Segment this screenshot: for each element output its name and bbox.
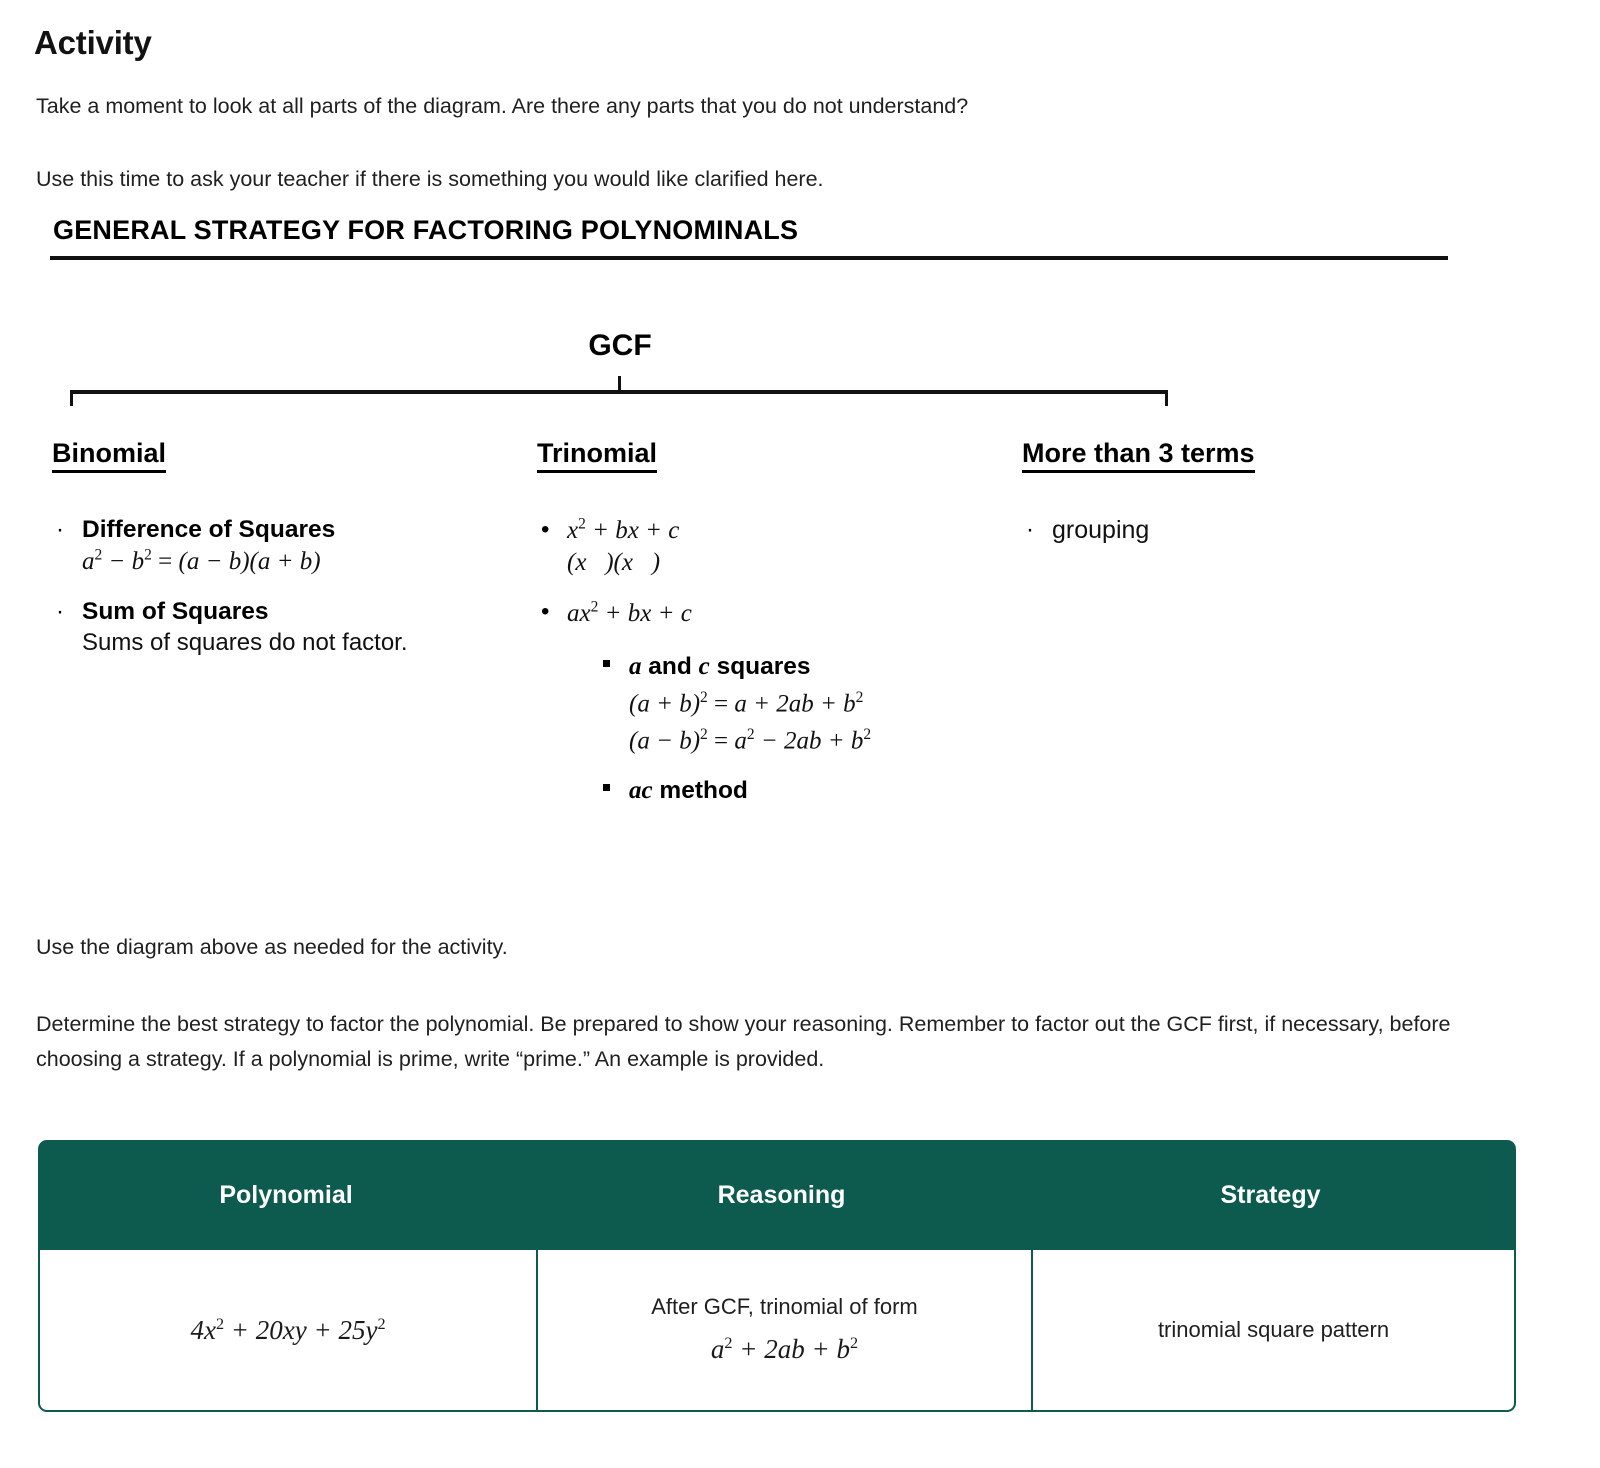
bracket-tick-right	[1165, 390, 1168, 406]
sub-list-item	[601, 651, 997, 757]
item-formula: $ax^2$ + bx + c	[567, 598, 692, 627]
list-item	[52, 597, 502, 658]
sub-list-item	[601, 775, 997, 808]
reasoning-line-1: After GCF, trinomial of form	[651, 1294, 918, 1320]
item-formula: $x^2$ + bx + c	[567, 516, 680, 545]
diagram-root-label: GCF	[588, 329, 652, 362]
list-item	[537, 515, 997, 578]
page-title: Activity	[34, 24, 152, 62]
cell-reasoning	[536, 1250, 1031, 1410]
diagram-column-trinomial	[537, 438, 997, 827]
diagram-title: GENERAL STRATEGY FOR FACTORING POLYNOMINALS	[53, 215, 799, 245]
item-formula: $a^2 - b^2 = (a - b)(a + b)$	[82, 546, 321, 576]
reasoning-line-2: $a^2 + 2ab + b^2$	[710, 1334, 859, 1365]
instructions-text: Determine the best strategy to factor the polynomial. Be prepared to show your reasoning. Remember to factor out the GCF first, if necessary, before choosing a strategy. If a polynomial is prime, write “prime.” An example is provided.	[36, 1011, 1451, 1071]
bullet-icon: ·	[56, 516, 64, 544]
square-bullet-icon	[603, 660, 610, 667]
sub-list	[601, 651, 997, 808]
bullet-icon: •	[541, 516, 550, 544]
intro-paragraph-2: Use this time to ask your teacher if there is something you would like clarified here.	[36, 166, 824, 191]
bracket-bar	[70, 390, 1168, 394]
table-header-row	[38, 1140, 1516, 1250]
diagram-column-binomial	[52, 438, 502, 677]
strategy-table	[38, 1140, 1516, 1412]
cell-strategy: trinomial square pattern	[1031, 1250, 1514, 1410]
sub-item-formula-2: $(a - b)^2 = a^2 - 2ab + b^2$	[629, 725, 872, 754]
item-title: Difference of Squares	[82, 516, 336, 544]
column-header-reasoning: Reasoning	[717, 1180, 846, 1209]
bullet-icon: ·	[56, 597, 64, 625]
column-heading-binomial: Binomial	[52, 438, 166, 473]
cell-polynomial	[40, 1250, 536, 1410]
bullet-icon: ·	[1026, 516, 1034, 544]
item-label: grouping	[1052, 516, 1150, 545]
bracket-tick-left	[70, 390, 73, 406]
item-formula-factored: (x )(x )	[567, 548, 661, 576]
column-header-strategy: Strategy	[1220, 1180, 1321, 1209]
column-heading-more-than-3-terms: More than 3 terms	[1022, 438, 1255, 473]
column-heading-trinomial: Trinomial	[537, 438, 657, 473]
polynomial-expression: $4x^2 + 20xy + 25y^2$	[190, 1314, 386, 1345]
list-item	[537, 597, 997, 807]
bullet-icon: •	[541, 598, 550, 626]
list-item	[52, 515, 502, 578]
column-header-polynomial: Polynomial	[219, 1180, 353, 1209]
sub-item-formula-1: $(a + b)^2 = a + 2ab + b^2$	[629, 688, 864, 718]
intro-paragraph-1: Take a moment to look at all parts of the diagram. Are there any parts that you do not understand?	[36, 93, 969, 118]
sub-item-title: a and c squares	[629, 653, 811, 681]
bracket-stem	[618, 376, 621, 391]
item-body: Sums of squares do not factor.	[82, 628, 408, 656]
table-row	[38, 1250, 1516, 1412]
sub-item-title: ac method	[629, 777, 748, 805]
use-diagram-text: Use the diagram above as needed for the activity.	[36, 934, 508, 959]
reasoning-stack	[651, 1290, 918, 1370]
item-title: Sum of Squares	[82, 597, 269, 625]
list-item	[1022, 515, 1462, 547]
diagram-title-rule	[50, 256, 1448, 260]
square-bullet-icon	[603, 784, 610, 791]
diagram-column-more-than-3-terms	[1022, 438, 1462, 566]
